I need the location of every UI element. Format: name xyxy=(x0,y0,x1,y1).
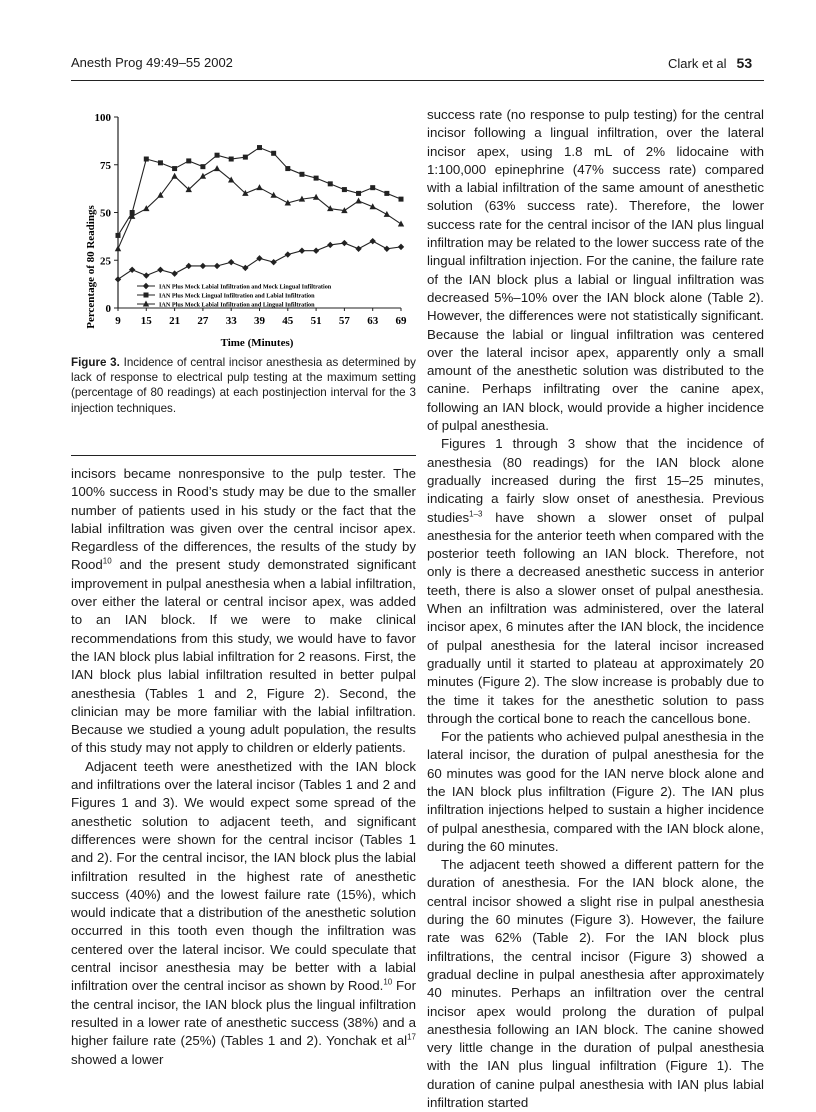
citation-ref: 17 xyxy=(407,1032,416,1042)
square-marker xyxy=(328,181,333,186)
square-marker xyxy=(116,233,121,238)
chart-legend xyxy=(137,283,332,309)
series-2 xyxy=(116,145,404,238)
x-tick-label: 69 xyxy=(395,315,407,327)
left-paragraph-1 xyxy=(71,465,416,758)
x-tick-label: 21 xyxy=(169,315,181,327)
square-marker xyxy=(158,160,163,165)
x-tick-label: 51 xyxy=(310,315,322,327)
square-marker xyxy=(299,172,304,177)
triangle-marker xyxy=(228,177,234,183)
triangle-marker xyxy=(327,205,333,211)
text-run: showed a lower xyxy=(71,1051,164,1067)
caption-label: Figure 3. xyxy=(71,356,120,369)
triangle-marker xyxy=(214,165,220,171)
right-paragraph-4: The adjacent teeth showed a different pattern for the duration of anesthesia. For the IAN block alone, the central incisor showed a slight rise in pulpal anesthesia during the 60 minutes (Figure 3). However, the failure rate was 62% (Table 2). For the IAN block plus infiltrations, the central incisor (Figure 3) showed a gradual decline in pulpal anesthesia after approximately 40 minutes. Perhaps an infiltration over the central incisor apex would prolong the duration of pulpal anesthesia following an IAN block. The canine showed very little change in the duration of pulpal anesthesia with the IAN plus lingual infiltration (Figure 1). The duration of canine pulpal anesthesia with IAN plus labial infiltration started xyxy=(427,857,764,1111)
x-tick-label: 39 xyxy=(254,315,265,327)
citation-ref: 10 xyxy=(102,557,112,567)
x-tick-label: 63 xyxy=(367,315,379,327)
text-run: and the present study demonstrated significant improvement in pulpal anesthesia when a labial infiltration, over either the lateral or central incisor apex, was added to an IAN block. If we were to make clinical recommendations from this study, we would have to favor the IAN block plus labial infiltration for 2 reasons. First, the IAN block plus labial infiltration resulted in better pulpal anesthesia (Tables 1 and 2, Figure 2). Second, the clinician may be more familiar with the labial infiltration. Because we studied a young adult population, the results of this study may not apply to children or elderly patients. xyxy=(71,557,416,756)
diamond-marker xyxy=(313,248,319,254)
square-marker xyxy=(144,293,149,298)
legend-label: IAN Plus Mock Labial Infiltration and Mock Lingual Infiltration xyxy=(159,283,332,291)
right-column xyxy=(427,106,764,1112)
diamond-marker xyxy=(129,267,135,273)
square-marker xyxy=(342,187,347,192)
diamond-marker xyxy=(186,263,192,269)
x-tick-label: 57 xyxy=(338,315,350,327)
square-marker xyxy=(200,164,205,169)
diamond-marker xyxy=(200,263,206,269)
chart-series xyxy=(115,145,404,282)
x-tick-label: 9 xyxy=(115,315,121,327)
square-marker xyxy=(229,157,234,162)
square-marker xyxy=(186,158,191,163)
citation-ref: 10 xyxy=(383,977,393,987)
diamond-marker xyxy=(214,263,220,269)
square-marker xyxy=(172,166,177,171)
square-marker xyxy=(285,166,290,171)
page-number: 53 xyxy=(736,55,753,71)
right-paragraph-1: success rate (no response to pulp testing) for the central incisor following a lingual infiltration, over the lateral incisor apex, using 1.8 mL of 2% lidocaine with 1:100,000 epinephrine (47% success rate) compared with a labial infiltration of the same amount of anesthetic solution (63% success rate). Therefore, the lower success rate for the central incisor of the IAN plus lingual infiltration may be related to the lower success rate of the lingual infiltration injection. For the canine, the failure rate of the IAN block plus a labial or lingual infiltration was decreased 5%–10% over the IAN block alone (Table 2). However, the differences were not statistically significant. Because the labial or lingual infiltration was centered over the lateral incisor apex, apparently only a small amount of the anesthetic solution was distributed to the canine. Perhaps infiltrating over the canine apex, following an IAN block, would provide a higher incidence of pulpal anesthesia. xyxy=(427,107,764,434)
x-axis-label: Time (Minutes) xyxy=(220,337,294,349)
square-marker xyxy=(384,191,389,196)
diamond-marker xyxy=(299,248,305,254)
figure-caption xyxy=(71,355,416,416)
y-tick-label: 0 xyxy=(105,303,111,315)
triangle-marker xyxy=(115,245,121,251)
y-tick-label: 100 xyxy=(94,112,111,124)
square-marker xyxy=(314,176,319,181)
triangle-marker xyxy=(270,192,276,198)
text-run: have shown a slower onset of pulpal anesthesia for the anterior teeth when compared with the posterior teeth following an IAN block. Therefore, not only is there a decreased anesthetic success in anterior teeth, there is also a slower onset of pulpal anesthesia. When an infiltration was administered, over the lateral incisor apex, 6 minutes after the IAN block, the incidence of pulpal anesthesia for the lateral incisor increased gradually until it started to plateau at approximately 20 minutes (Figure 2). The slow increase is probably due to the time it takes for the anesthetic solution to pass through the cortical bone to reach the cancellous bone. xyxy=(427,509,764,726)
square-marker xyxy=(215,153,220,158)
legend-label: IAN Plus Mock Labial Infiltration and Lingual Infiltration xyxy=(159,301,315,309)
x-tick-label: 45 xyxy=(282,315,294,327)
header-rule xyxy=(71,80,764,81)
citation-ref: 1–3 xyxy=(469,509,483,519)
diamond-marker xyxy=(270,259,276,265)
text-run: For the central incisor, the IAN block plus the lingual infiltration resulted in a lower rate of anesthetic success (38%) and a higher failure rate (25%) (Tables 1 and 2). Yonchak et al xyxy=(71,978,417,1049)
square-marker xyxy=(144,157,149,162)
legend-label: IAN Plus Mock Lingual Infiltration and Labial Infiltration xyxy=(159,292,315,300)
y-tick-label: 50 xyxy=(100,207,111,220)
diamond-marker xyxy=(143,283,149,289)
x-tick-label: 33 xyxy=(225,315,237,327)
legend-entry-1 xyxy=(137,283,332,291)
running-header-right xyxy=(668,55,752,71)
y-tick-label: 25 xyxy=(100,255,111,268)
figure-rule xyxy=(71,455,416,456)
triangle-marker xyxy=(313,194,319,200)
legend-entry-2 xyxy=(137,293,315,300)
square-marker xyxy=(399,197,404,202)
diamond-marker xyxy=(242,265,248,271)
triangle-marker xyxy=(355,198,361,204)
text-run: Adjacent teeth were anesthetized with the IAN block and infiltrations over the lateral incisor (Tables 1 and 2 and Figures 1 and 3). We would expect some spread of the anesthetic solution to adjacent teeth, and significant differences were shown for the central incisor (Tables 1 and 2). For the central incisor, the IAN block plus the labial infiltration resulted in the highest rate of anesthetic success (40%) and the lowest failure rate (15%), which would indicate that a distribution of the anesthetic solution occurred in this tooth even though the infiltration was centered over the lateral incisor. We could speculate that central incisor anesthesia may be better with a labial infiltration over the central incisor as shown by Rood. xyxy=(71,758,416,994)
diamond-marker xyxy=(355,246,361,252)
text-run: incisors became nonresponsive to the pulp tester. The 100% success in Rood’s study may be due to the smaller number of patients used in his study or the fact that the labial infiltration was given over the central incisor apex. Regardless of the differences, the results of the study by Rood xyxy=(71,466,416,573)
diamond-marker xyxy=(327,242,333,248)
running-header-journal: Anesth Prog 49:49–55 2002 xyxy=(71,55,233,70)
diamond-marker xyxy=(115,276,121,282)
triangle-marker xyxy=(200,173,206,179)
x-tick-label: 27 xyxy=(197,315,209,327)
triangle-marker xyxy=(256,184,262,190)
diamond-marker xyxy=(157,267,163,273)
figure-3-chart xyxy=(71,100,416,365)
square-marker xyxy=(257,145,262,150)
triangle-marker xyxy=(171,173,177,179)
text-run: Figures 1 through 3 show that the incidence of anesthesia (80 readings) for the IAN block alone gradually increased during the first 15–25 minutes, indicating a fairly slow onset of anesthesia. Previous studies xyxy=(427,436,764,525)
caption-text: Incidence of central incisor anesthesia as determined by lack of response to electrical pulp testing at the maximum setting (percentage of 80 readings) at each postinjection interval for the 3 injection techniques. xyxy=(71,356,416,415)
diamond-marker xyxy=(143,272,149,278)
diamond-marker xyxy=(341,240,347,246)
diamond-marker xyxy=(370,238,376,244)
square-marker xyxy=(243,155,248,160)
diamond-marker xyxy=(256,255,262,261)
right-paragraph-3: For the patients who achieved pulpal anesthesia in the lateral incisor, the duration of pulpal anesthesia for the 60 minutes was good for the IAN nerve block alone and the IAN block plus infiltration (Figure 2). The IAN plus infiltration injections helped to sustain a higher incidence of pulpal anesthesia, compared with the IAN block alone, during the 60 minutes. xyxy=(427,729,764,854)
triangle-marker xyxy=(384,211,390,217)
series-3 xyxy=(115,165,404,251)
legend-entry-3 xyxy=(137,301,315,309)
square-marker xyxy=(370,185,375,190)
diamond-marker xyxy=(228,259,234,265)
y-tick-label: 75 xyxy=(100,159,111,172)
triangle-marker xyxy=(398,220,404,226)
left-column xyxy=(71,465,416,1069)
square-marker xyxy=(356,191,361,196)
left-paragraph-2 xyxy=(71,758,416,1069)
diamond-marker xyxy=(398,244,404,250)
diamond-marker xyxy=(384,246,390,252)
y-axis-label: Percentage of 80 Readings xyxy=(85,205,97,329)
right-paragraph-2 xyxy=(427,435,764,728)
series-1 xyxy=(115,238,404,283)
x-tick-label: 15 xyxy=(140,315,152,327)
diamond-marker xyxy=(285,251,291,257)
running-header-authors: Clark et al xyxy=(668,56,727,71)
square-marker xyxy=(271,151,276,156)
diamond-marker xyxy=(171,270,177,276)
series-line xyxy=(118,169,401,249)
